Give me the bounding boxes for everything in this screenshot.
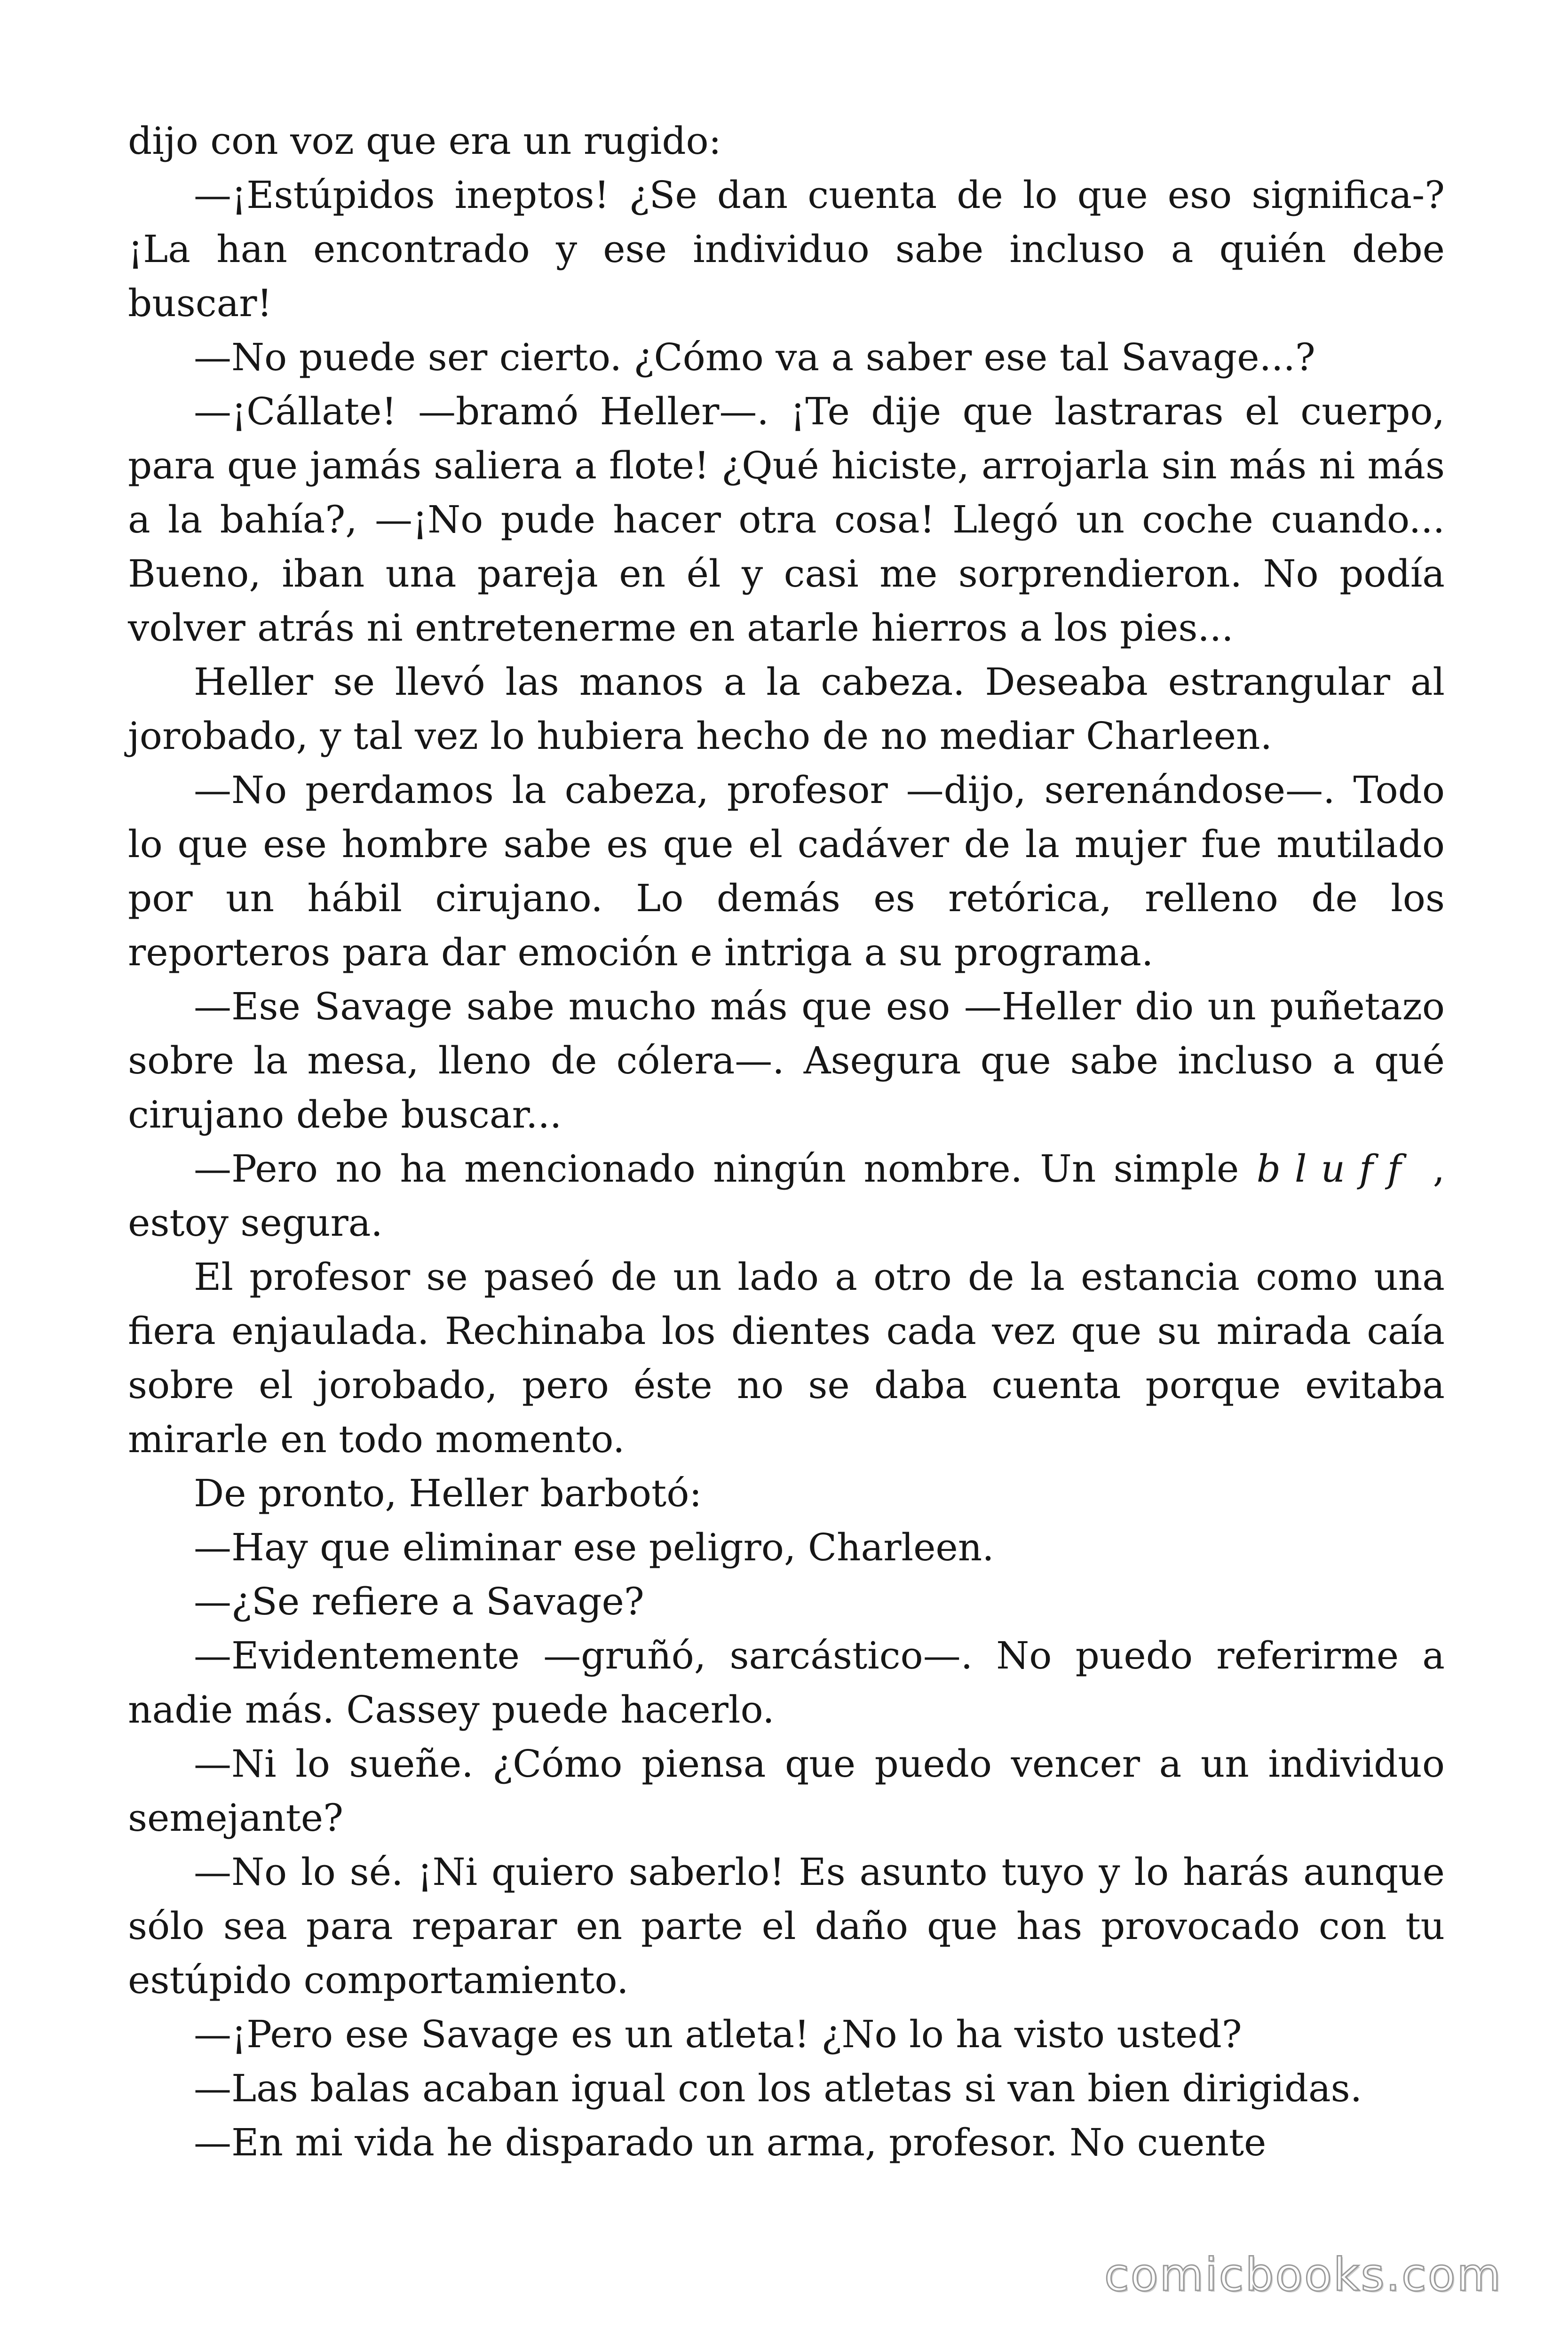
paragraph: —¡Pero ese Savage es un atleta! ¿No lo ha visto usted? <box>194 2012 1242 2056</box>
italic-word: bluff <box>1256 1147 1416 1191</box>
paragraph: —En mi vida he disparado un arma, profesor. No cuente <box>194 2121 1267 2164</box>
paragraph-with-italic <box>128 1142 1445 1250</box>
paragraph: —No perdamos la cabeza, profesor —dijo, serenándose—. Todo lo que ese hombre sabe es que el cadáver de la mujer fue mutilado por un hábil cirujano. Lo demás es retórica, relleno de los reporteros para dar emoción e intriga a su programa. <box>128 768 1445 974</box>
paragraph: —¿Se refiere a Savage? <box>194 1580 644 1623</box>
paragraph: —No puede ser cierto. ¿Cómo va a saber ese tal Savage...? <box>194 335 1315 379</box>
paragraph: —Hay que eliminar ese peligro, Charleen. <box>194 1526 994 1569</box>
paragraph: —Las balas acaban igual con los atletas si van bien dirigidas. <box>194 2066 1362 2110</box>
body-text <box>128 114 1445 2169</box>
paragraph: dijo con voz que era un rugido: <box>128 119 721 163</box>
paragraph: De pronto, Heller barbotó: <box>194 1471 702 1515</box>
paragraph: Heller se llevó las manos a la cabeza. Deseaba estrangular al jorobado, y tal vez lo hubiera hecho de no mediar Charleen. <box>128 660 1445 758</box>
paragraph: —Ni lo sueñe. ¿Cómo piensa que puedo vencer a un individuo semejante? <box>128 1742 1445 1840</box>
paragraph: —¡Estúpidos ineptos! ¿Se dan cuenta de lo que eso significa-? ¡La han encontrado y ese individuo sabe incluso a quién debe buscar! <box>128 173 1445 325</box>
text-run: , estoy segura. <box>128 1147 1445 1245</box>
paragraph: —No lo sé. ¡Ni quiero saberlo! Es asunto tuyo y lo harás aunque sólo sea para reparar en parte el daño que has provocado con tu estúpido comportamiento. <box>128 1850 1445 2002</box>
paragraph: El profesor se paseó de un lado a otro de la estancia como una fiera enjaulada. Rechinaba los dientes cada vez que su mirada caía sobre el jorobado, pero éste no se daba cuenta porque evitaba mirarle en todo momento. <box>128 1255 1445 1461</box>
watermark-logo: comicbooks.com <box>1104 2249 1502 2301</box>
paragraph: —Evidentemente —gruñó, sarcástico—. No puedo referirme a nadie más. Cassey puede hacerlo. <box>128 1634 1445 1732</box>
text-run: —Pero no ha mencionado ningún nombre. Un simple <box>194 1147 1257 1191</box>
paragraph: —Ese Savage sabe mucho más que eso —Heller dio un puñetazo sobre la mesa, lleno de cólera—. Asegura que sabe incluso a qué cirujano debe buscar... <box>128 985 1445 1136</box>
paragraph: —¡Cállate! —bramó Heller—. ¡Te dije que lastraras el cuerpo, para que jamás saliera a flote! ¿Qué hiciste, arrojarla sin más ni más a la bahía?, —¡No pude hacer otra cosa! Llegó un coche cuando... Bueno, iban una pareja en él y casi me sorprendieron. No podía volver atrás ni entretenerme en atarle hierros a los pies... <box>128 389 1445 650</box>
